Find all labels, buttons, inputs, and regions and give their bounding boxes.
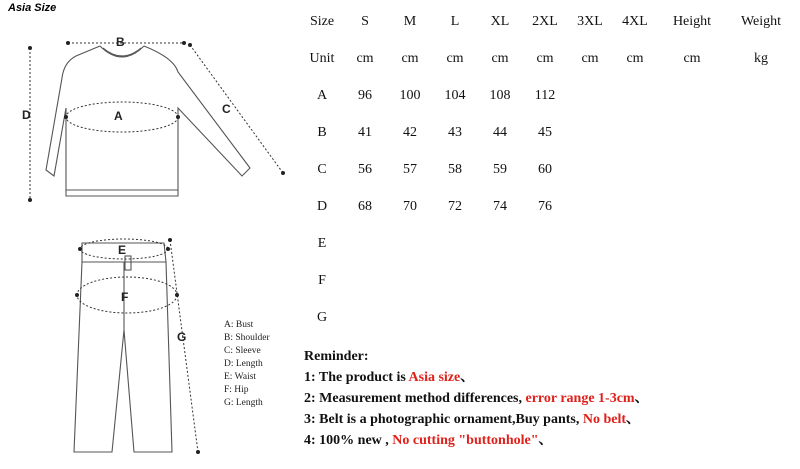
table-cell	[612, 114, 658, 151]
size-chart-table	[302, 3, 796, 336]
table-cell: cm	[626, 50, 644, 66]
table-row	[302, 262, 796, 299]
row-label: A	[316, 87, 328, 103]
column-header: L	[450, 13, 460, 29]
table-cell	[658, 262, 726, 299]
column-header: 2XL	[532, 13, 558, 29]
table-cell	[388, 225, 432, 262]
column-header: Size	[309, 13, 335, 29]
table-cell	[388, 299, 432, 336]
shirt-outline-icon	[46, 46, 250, 196]
table-cell: cm	[536, 50, 554, 66]
reminder-line	[304, 367, 649, 388]
row-label: D	[316, 198, 328, 214]
reminder-text: 2: Measurement method differences,	[304, 391, 526, 406]
table-cell	[478, 225, 522, 262]
table-cell	[658, 151, 726, 188]
table-cell: cm	[356, 50, 374, 66]
table-cell	[726, 299, 796, 336]
table-cell	[568, 225, 612, 262]
table-row	[302, 151, 796, 188]
column-header: Weight	[740, 13, 782, 29]
asia-size-label: Asia Size	[8, 2, 57, 14]
table-cell	[478, 262, 522, 299]
table-cell	[726, 114, 796, 151]
legend-item: B: Shoulder	[224, 333, 270, 343]
legend-item: F: Hip	[224, 385, 249, 395]
table-cell	[522, 225, 568, 262]
table-header-row	[302, 3, 796, 40]
table-cell: 70	[403, 198, 417, 214]
table-cell	[726, 188, 796, 225]
table-row	[302, 77, 796, 114]
column-header: S	[361, 13, 369, 29]
table-cell	[342, 225, 388, 262]
legend-item: C: Sleeve	[224, 346, 261, 356]
table-cell	[612, 151, 658, 188]
table-cell	[726, 225, 796, 262]
reminder-highlight: Asia size	[408, 370, 461, 385]
row-label: B	[317, 124, 327, 140]
table-cell	[612, 225, 658, 262]
row-label: C	[317, 161, 327, 177]
row-label: E	[317, 235, 327, 251]
table-cell: 57	[403, 161, 417, 177]
table-row	[302, 299, 796, 336]
reminder-notes	[304, 346, 649, 451]
table-cell	[342, 262, 388, 299]
table-cell	[388, 262, 432, 299]
table-row	[302, 225, 796, 262]
reminder-text: 1: The product is	[304, 370, 409, 385]
dim-label-g: G	[177, 330, 187, 344]
table-cell	[568, 299, 612, 336]
dim-label-e: E	[118, 243, 127, 257]
table-cell: 74	[493, 198, 507, 214]
table-cell	[432, 262, 478, 299]
table-cell	[658, 225, 726, 262]
table-row	[302, 188, 796, 225]
table-cell: 43	[448, 124, 462, 140]
dim-label-c: C	[222, 102, 231, 116]
table-cell: 108	[489, 87, 511, 103]
measurement-legend	[224, 319, 270, 410]
legend-item: A: Bust	[224, 320, 254, 330]
reminder-highlight: No belt	[582, 412, 627, 427]
legend-item: E: Waist	[224, 372, 257, 382]
table-row	[302, 40, 796, 77]
table-cell: 68	[358, 198, 372, 214]
table-row	[302, 114, 796, 151]
column-header: XL	[490, 13, 510, 29]
table-cell: 96	[358, 87, 372, 103]
reminder-text: 4: 100% new ,	[304, 433, 393, 448]
table-cell	[612, 262, 658, 299]
table-cell	[522, 299, 568, 336]
table-cell: cm	[446, 50, 464, 66]
size-table-body	[302, 3, 796, 336]
dim-label-a: A	[114, 109, 123, 123]
table-cell: 59	[493, 161, 507, 177]
table-cell: 104	[444, 87, 466, 103]
table-cell	[612, 77, 658, 114]
dim-label-f: F	[121, 290, 129, 304]
table-cell: cm	[683, 50, 701, 66]
table-cell: cm	[581, 50, 599, 66]
table-cell	[522, 262, 568, 299]
table-cell	[658, 299, 726, 336]
table-cell	[568, 114, 612, 151]
table-cell	[568, 262, 612, 299]
table-cell	[658, 77, 726, 114]
reminder-suffix: 、	[538, 433, 553, 448]
table-cell	[432, 225, 478, 262]
reminder-suffix: 、	[634, 391, 649, 406]
table-cell: 44	[493, 124, 507, 140]
table-cell: 112	[534, 87, 556, 103]
table-cell: 72	[448, 198, 462, 214]
table-cell	[726, 262, 796, 299]
column-header: 4XL	[622, 13, 648, 29]
dim-label-d: D	[22, 108, 31, 122]
reminder-title: Reminder:	[304, 349, 369, 364]
reminder-highlight: No cutting "buttonhole"	[392, 433, 539, 448]
row-label: Unit	[309, 50, 335, 66]
reminder-suffix: 、	[460, 370, 475, 385]
table-cell	[726, 151, 796, 188]
reminder-line	[304, 409, 649, 430]
dim-label-b: B	[116, 35, 125, 49]
pants-outline-icon	[74, 243, 172, 452]
reminder-text: 3: Belt is a photographic ornament,Buy pants,	[304, 412, 583, 427]
reminder-line	[304, 388, 649, 409]
size-diagram	[0, 0, 300, 469]
table-cell: 100	[399, 87, 421, 103]
reminder-highlight: error range 1-3cm	[525, 391, 635, 406]
reminder-suffix: 、	[626, 412, 641, 427]
table-cell	[568, 188, 612, 225]
table-cell: 58	[448, 161, 462, 177]
table-cell: 60	[538, 161, 552, 177]
row-label: F	[318, 272, 326, 288]
table-cell	[658, 188, 726, 225]
table-cell: 42	[403, 124, 417, 140]
table-cell: kg	[754, 50, 768, 66]
column-header: M	[403, 13, 417, 29]
table-cell	[568, 77, 612, 114]
table-cell	[658, 114, 726, 151]
table-cell: 45	[538, 124, 552, 140]
table-cell	[612, 188, 658, 225]
legend-item: G: Length	[224, 398, 263, 408]
table-cell: 41	[358, 124, 372, 140]
table-cell	[432, 299, 478, 336]
row-label: G	[316, 309, 328, 325]
table-cell	[568, 151, 612, 188]
table-cell: cm	[491, 50, 509, 66]
reminder-line	[304, 430, 649, 451]
table-cell: 76	[538, 198, 552, 214]
column-header: 3XL	[577, 13, 603, 29]
table-cell	[478, 299, 522, 336]
table-cell	[342, 299, 388, 336]
table-cell: cm	[401, 50, 419, 66]
table-cell: 56	[358, 161, 372, 177]
table-cell	[612, 299, 658, 336]
legend-item: D: Length	[224, 359, 263, 369]
column-header: Height	[672, 13, 712, 29]
table-cell	[726, 77, 796, 114]
